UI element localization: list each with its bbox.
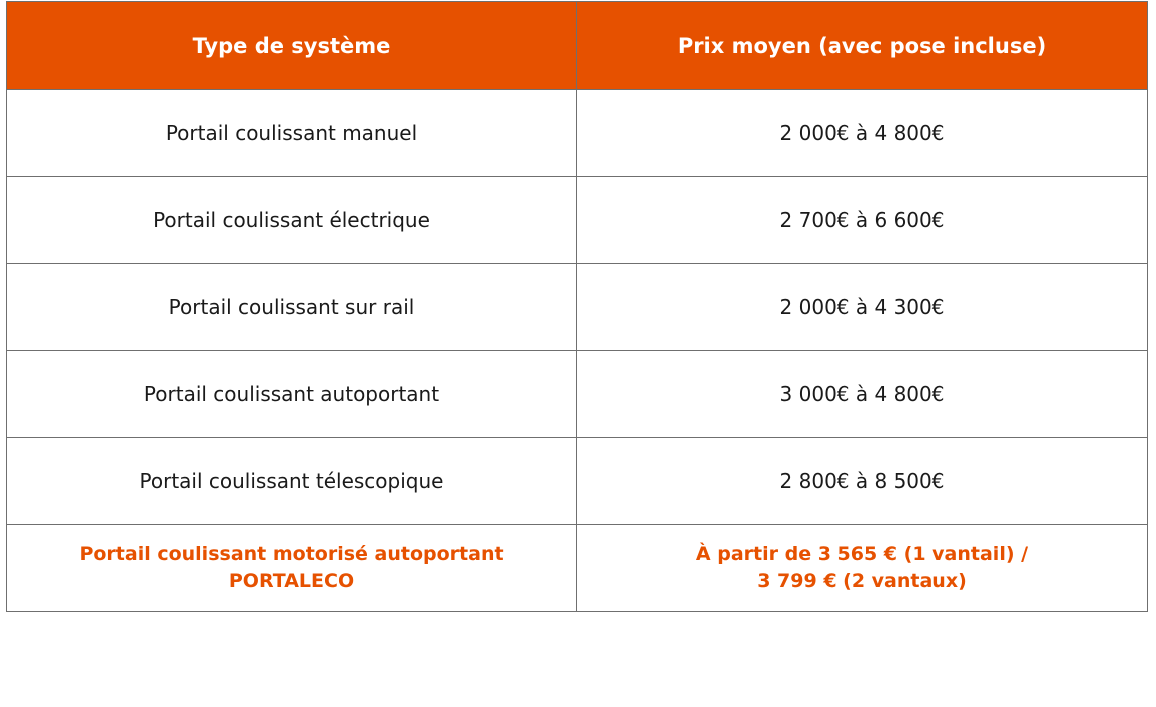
- price-cell: 2 000€ à 4 300€: [577, 264, 1148, 351]
- table-row: [7, 351, 1148, 438]
- price-cell: 2 000€ à 4 800€: [577, 90, 1148, 177]
- system-type-cell: Portail coulissant électrique: [7, 177, 577, 264]
- system-type-cell: Portail coulissant autoportant: [7, 351, 577, 438]
- price-comparison-table: [6, 1, 1148, 612]
- table-header-row: [7, 2, 1148, 90]
- highlighted-price-cell: [577, 525, 1148, 612]
- table-row: [7, 177, 1148, 264]
- table-row: [7, 90, 1148, 177]
- price-cell: 2 700€ à 6 600€: [577, 177, 1148, 264]
- highlighted-price-line-1: À partir de 3 565 € (1 vantail) /: [695, 543, 1029, 565]
- price-cell: 2 800€ à 8 500€: [577, 438, 1148, 525]
- table-row: [7, 264, 1148, 351]
- highlighted-system-type-line-1: Portail coulissant motorisé autoportant: [79, 543, 504, 565]
- column-header-average-price: Prix moyen (avec pose incluse): [577, 2, 1148, 90]
- column-header-system-type: Type de système: [7, 2, 577, 90]
- table-row: [7, 438, 1148, 525]
- system-type-cell: Portail coulissant manuel: [7, 90, 577, 177]
- system-type-cell: Portail coulissant télescopique: [7, 438, 577, 525]
- highlighted-price-line-2: 3 799 € (2 vantaux): [757, 570, 967, 592]
- price-cell: 3 000€ à 4 800€: [577, 351, 1148, 438]
- highlighted-system-type-cell: [7, 525, 577, 612]
- highlighted-product-name: PORTALECO: [228, 570, 355, 592]
- highlighted-product-row: [7, 525, 1148, 612]
- system-type-cell: Portail coulissant sur rail: [7, 264, 577, 351]
